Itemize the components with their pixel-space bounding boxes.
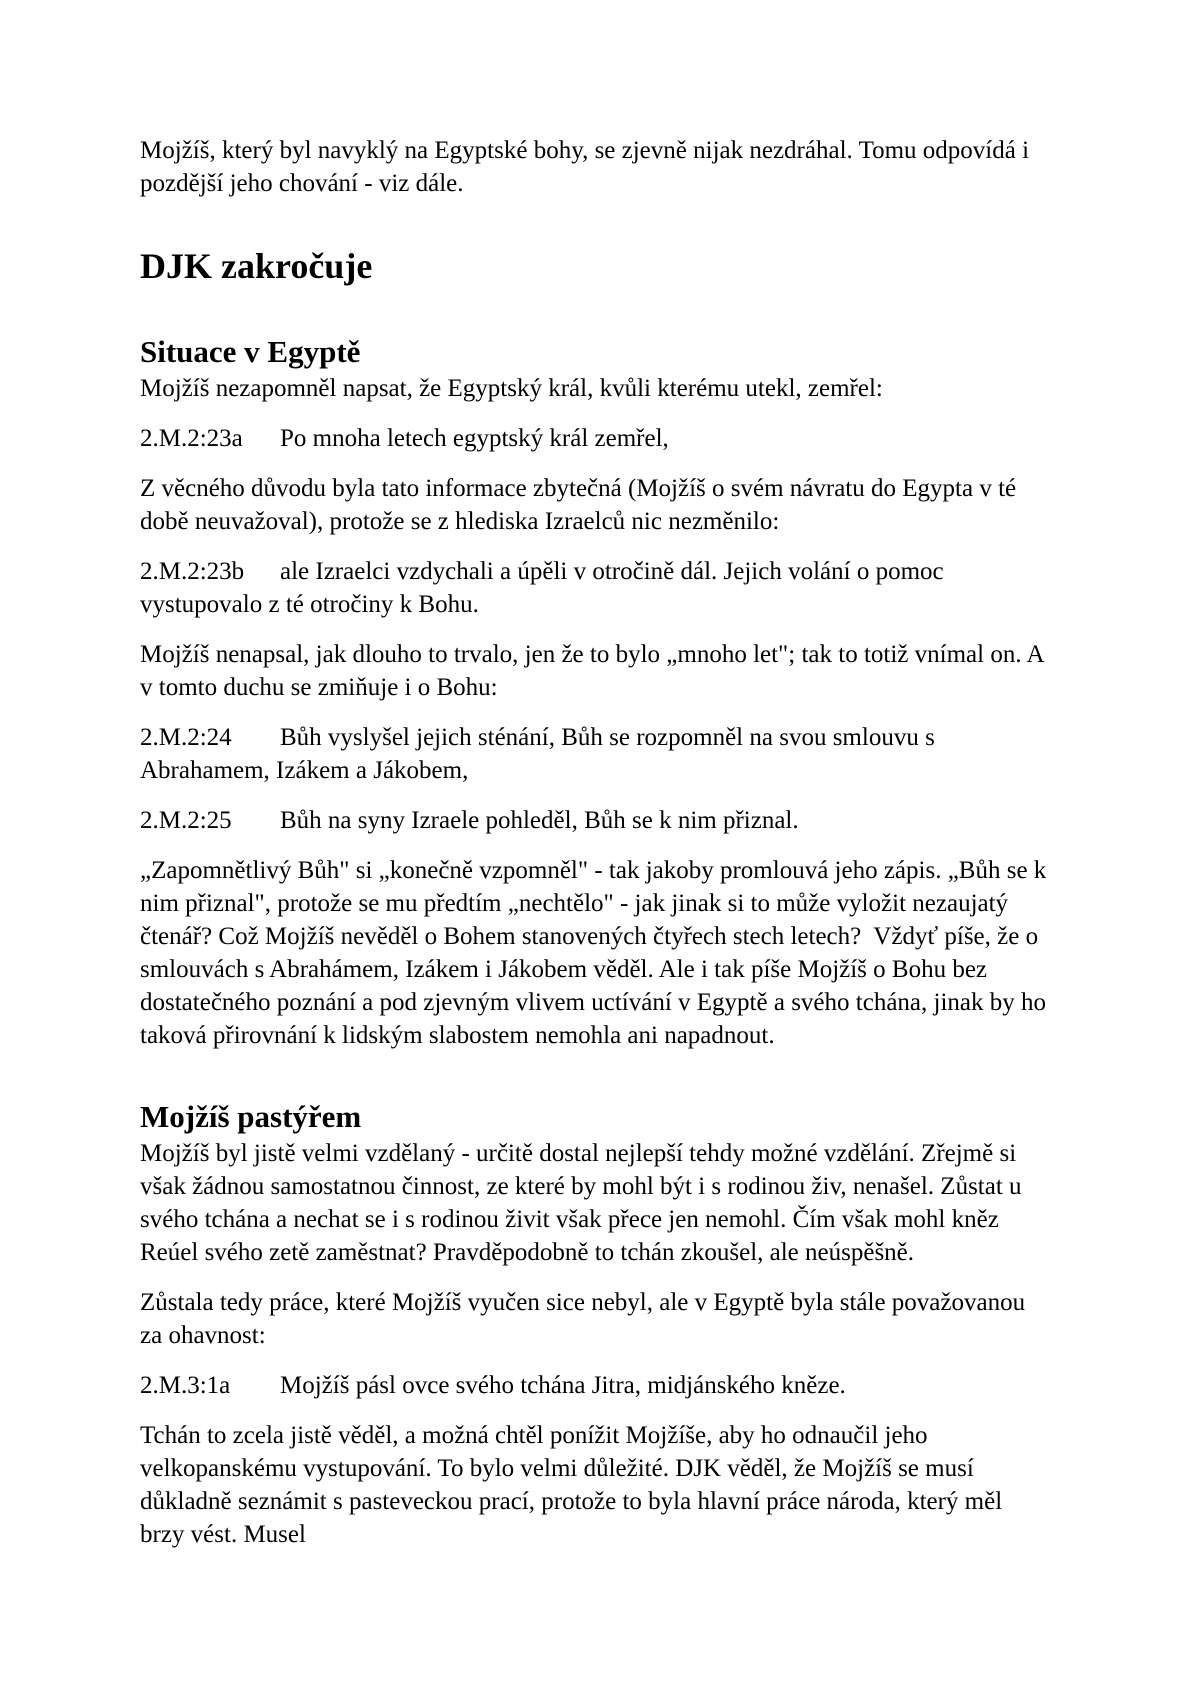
verse-text: Mojžíš pásl ovce svého tchána Jitra, midjánského kněze.	[280, 1372, 846, 1399]
heading-mojzis-pastyrem: Mojžíš pastýřem	[140, 1099, 362, 1134]
paragraph: Mojžíš byl jistě velmi vzdělaný - určitě dostal nejlepší tehdy možné vzdělání. Zřejmě si však žádnou samostatnou činnost, ze které by mohl být i s rodinou živ, nenašel. Zůstat u svého tchána a nechat se i s rodinou živit však přece jen nemohl. Čím však mohl kněz Reúel svého zetě zaměstnat? Pravděpodobně to tchán zkoušel, ale neúspěšně.	[140, 1140, 1028, 1266]
verse-line	[140, 804, 1050, 837]
verse-text: Bůh na syny Izraele pohleděl, Bůh se k nim přiznal.	[280, 807, 799, 834]
heading-djk-zakrocuje: DJK zakročuje	[140, 246, 373, 286]
verse-ref: 2.M.3:1a	[140, 1372, 231, 1399]
intro-paragraph: Mojžíš, který byl navyklý na Egyptské bohy, se zjevně nijak nezdráhal. Tomu odpovídá i pozdější jeho chování - viz dále.	[140, 137, 1036, 197]
verse-ref: 2.M.2:25	[140, 807, 232, 834]
verse-line	[140, 555, 1050, 621]
verse-line	[140, 1369, 1050, 1402]
verse-text: Po mnoha letech egyptský král zemřel,	[280, 425, 669, 452]
verse-text: Bůh vyslyšel jejich sténání, Bůh se rozpomněl na svou smlouvu s Abrahamem, Izákem a Jákobem,	[140, 724, 935, 784]
paragraph: Zůstala tedy práce, které Mojžíš vyučen sice nebyl, ale v Egyptě byla stále považovanou za ohavnost:	[140, 1289, 1032, 1349]
verse-line	[140, 721, 1050, 787]
heading-situace-v-egypte: Situace v Egyptě	[140, 334, 361, 369]
verse-ref: 2.M.2:23b	[140, 558, 245, 585]
verse-line	[140, 422, 1050, 455]
verse-ref: 2.M.2:24	[140, 724, 232, 751]
paragraph: Mojžíš nezapomněl napsat, že Egyptský král, kvůli kterému utekl, zemřel:	[140, 375, 883, 402]
paragraph: Mojžíš nenapsal, jak dlouho to trvalo, jen že to bylo „mnoho let"; tak to totiž vnímal on. A v tomto duchu se zmiňuje i o Bohu:	[140, 641, 1050, 701]
paragraph: Z věcného důvodu byla tato informace zbytečná (Mojžíš o svém návratu do Egypta v té době neuvažoval), protože se z hlediska Izraelců nic nezměnilo:	[140, 475, 1023, 535]
verse-text: ale Izraelci vzdychali a úpěli v otročině dál. Jejich volání o pomoc vystupovalo z té otročiny k Bohu.	[140, 558, 944, 618]
paragraph: „Zapomnětlivý Bůh" si „konečně vzpomněl" - tak jakoby promlouvá jeho zápis. „Bůh se k nim přiznal", protože se mu předtím „nechtělo" - jak jinak si to může vyložit nezaujatý čtenář? Což Mojžíš nevěděl o Bohem stanovených čtyřech stech letech? Vždyť píše, že o smlouvách s Abrahámem, Izákem i Jákobem věděl. Ale i tak píše Mojžíš o Bohu bez dostatečného poznání a pod zjevným vlivem uctívání v Egyptě a svého tchána, jinak by ho taková přirovnání k lidským slabostem nemohla ani napadnout.	[140, 857, 1053, 1049]
paragraph: Tchán to zcela jistě věděl, a možná chtěl ponížit Mojžíše, aby ho odnaučil jeho velkopanskému vystupování. To bylo velmi důležité. DJK věděl, že Mojžíš se musí důkladně seznámit s pasteveckou prací, protože to byla hlavní práce národa, který měl brzy vést. Musel	[140, 1422, 1009, 1548]
verse-ref: 2.M.2:23a	[140, 425, 243, 452]
